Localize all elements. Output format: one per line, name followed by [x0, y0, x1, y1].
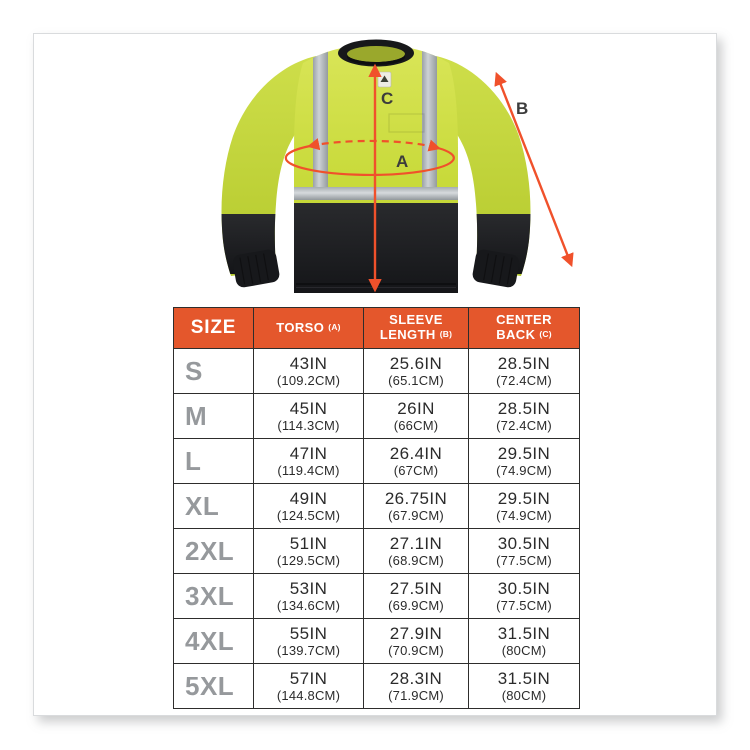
col-header-sleeve-length: SLEEVE LENGTH (B): [363, 308, 468, 348]
col-header-center-back: CENTER BACK (C): [468, 308, 579, 348]
col-header-torso: TORSO (A): [253, 308, 363, 348]
back-cell: 30.5IN (77.5CM): [468, 528, 579, 573]
torso-cell: 49IN (124.5CM): [253, 483, 363, 528]
sleeve-cell: 28.3IN (71.9CM): [363, 663, 468, 708]
reflective-strap-left: [313, 42, 328, 187]
col-header-size: SIZE: [174, 308, 253, 348]
back-cell: 28.5IN (72.4CM): [468, 393, 579, 438]
size-label: L: [174, 438, 253, 483]
shirt-diagram-svg: [176, 36, 596, 308]
back-cell: 31.5IN (80CM): [468, 618, 579, 663]
torso-cell: 51IN (129.5CM): [253, 528, 363, 573]
torso-cell: 55IN (139.7CM): [253, 618, 363, 663]
torso-cell: 45IN (114.3CM): [253, 393, 363, 438]
collar: [338, 40, 414, 67]
torso-cell: 43IN (109.2CM): [253, 348, 363, 393]
size-label: M: [174, 393, 253, 438]
back-cell: 31.5IN (80CM): [468, 663, 579, 708]
label-b: B: [516, 99, 529, 118]
sleeve-cell: 26IN (66CM): [363, 393, 468, 438]
sleeve-cell: 27.9IN (70.9CM): [363, 618, 468, 663]
label-c: C: [381, 89, 394, 108]
size-label: 4XL: [174, 618, 253, 663]
size-label: 2XL: [174, 528, 253, 573]
back-cell: 29.5IN (74.9CM): [468, 483, 579, 528]
brand-tag-icon: [378, 72, 391, 87]
sleeve-cell: 26.75IN (67.9CM): [363, 483, 468, 528]
back-cell: 29.5IN (74.9CM): [468, 438, 579, 483]
back-cell: 28.5IN (72.4CM): [468, 348, 579, 393]
torso-cell: 53IN (134.6CM): [253, 573, 363, 618]
sleeve-cell: 27.1IN (68.9CM): [363, 528, 468, 573]
torso-cell: 57IN (144.8CM): [253, 663, 363, 708]
back-cell: 30.5IN (77.5CM): [468, 573, 579, 618]
size-table: [173, 307, 580, 709]
size-label: S: [174, 348, 253, 393]
size-label: 5XL: [174, 663, 253, 708]
label-a: A: [396, 152, 409, 171]
torso-cell: 47IN (119.4CM): [253, 438, 363, 483]
sleeve-cell: 27.5IN (69.9CM): [363, 573, 468, 618]
sleeve-cell: 25.6IN (65.1CM): [363, 348, 468, 393]
shirt-illustration: [176, 36, 596, 308]
content-card: [33, 33, 717, 716]
size-label: 3XL: [174, 573, 253, 618]
sleeve-cell: 26.4IN (67CM): [363, 438, 468, 483]
size-label: XL: [174, 483, 253, 528]
